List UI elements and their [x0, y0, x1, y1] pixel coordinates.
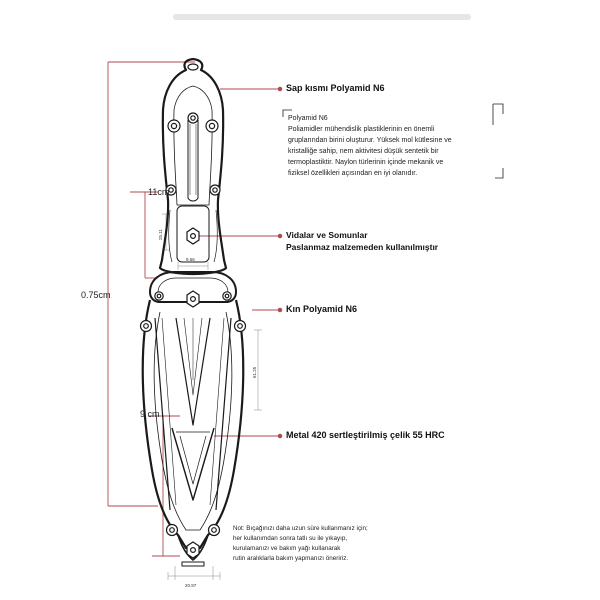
material-info-line: termoplastiktir. Naylon türlerinin içinde mekanik ve — [288, 159, 444, 166]
grip-width-label: 9.56 — [186, 257, 195, 262]
sheath-label: Kın Polyamid N6 — [286, 304, 358, 314]
care-note — [233, 524, 433, 564]
screw-icon — [141, 321, 152, 332]
overall-dimension-label: 0.75cm — [81, 290, 111, 300]
care-note-line: rutin aralıklarla bakım yapmanızı öneririz. — [233, 555, 349, 562]
screws-label-emphasis: kullanılmıştır — [385, 242, 439, 252]
material-info-line: gruplarından birini oluşturur. Yüksek mol kütlesine ve — [288, 137, 452, 144]
handle-dimension-label: 11cm — [148, 187, 170, 197]
screw-icon — [187, 228, 199, 244]
material-info-line: Poliamidler mühendislik plastiklerinin en önemli — [288, 126, 435, 133]
screw-icon — [209, 525, 220, 536]
knife-outline — [143, 59, 244, 566]
material-info-line: fiziksel özellikleri açısından en iyi olanıdır. — [288, 170, 418, 177]
screw-icon — [155, 292, 163, 300]
screws-label-line2 — [286, 241, 438, 253]
care-note-line: her kullanımdan sonra tatlı su ile yıkayıp, — [233, 535, 348, 542]
screw-icon — [187, 542, 199, 558]
tip-width-label: 20.97 — [185, 583, 197, 588]
blade-dimension-label: 9 cm — [140, 409, 160, 419]
leader-lines — [198, 87, 282, 438]
screw-icon — [210, 185, 220, 195]
care-note-line: kurulamanızı ve bakım yağı kullanarak — [233, 545, 341, 552]
screw-icon — [168, 120, 180, 132]
handle-dimension-line — [130, 192, 158, 278]
screws-label-line1: Vidalar ve Somunlar — [286, 230, 368, 240]
care-note-line: Not: Bıçağınızı daha uzun süre kullanmanız için; — [233, 525, 368, 532]
grip-height-label: 25.11 — [158, 229, 163, 240]
screw-icon — [188, 113, 198, 123]
handle-label: Sap kısmı Polyamid N6 — [286, 83, 385, 93]
screw-icon — [187, 291, 199, 307]
blade-height-label: 61.25 — [252, 366, 257, 378]
screw-icon — [235, 321, 246, 332]
screw-icon — [167, 525, 178, 536]
material-info-line: kristalliğe sahip, nem aktivitesi düşük sentetik bir — [288, 148, 439, 155]
material-info-title: Polyamid N6 — [288, 115, 328, 122]
screw-icon — [223, 292, 231, 300]
screws-label-text: Paslanmaz malzemeden — [286, 242, 386, 252]
material-info — [288, 113, 503, 179]
blade-material-label: Metal 420 sertleştirilmiş çelik 55 HRC — [286, 430, 445, 440]
screw-icon — [206, 120, 218, 132]
scroll-bar — [173, 14, 471, 20]
